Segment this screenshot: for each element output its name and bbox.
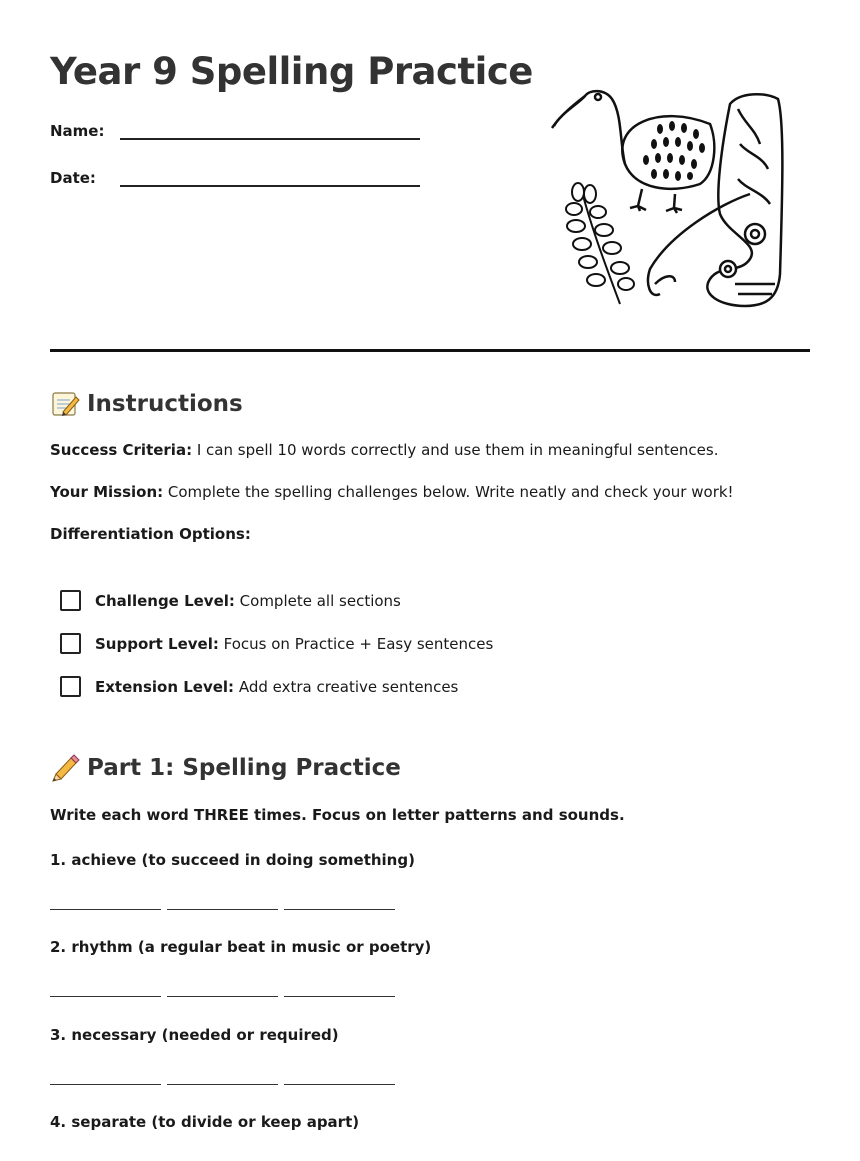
word-achieve-blanks <box>50 897 395 910</box>
word-rhythm: 2. rhythm (a regular beat in music or poetry) <box>50 938 432 956</box>
word-rhythm-blanks <box>50 984 395 997</box>
part1-heading <box>50 754 401 782</box>
date-input-line[interactable] <box>120 167 420 187</box>
success-criteria <box>50 441 719 459</box>
name-input-line[interactable] <box>120 120 420 140</box>
write-blank[interactable] <box>284 897 395 910</box>
extension-level-text: Add extra creative sentences <box>234 677 459 696</box>
word-achieve: 1. achieve (to succeed in doing something) <box>50 851 415 869</box>
word-necessary-blanks <box>50 1072 395 1085</box>
pencil-icon <box>50 754 80 782</box>
part1-heading-text: Part 1: Spelling Practice <box>87 755 401 781</box>
header-divider <box>50 349 810 352</box>
support-level-label: Support Level: <box>95 634 219 653</box>
write-blank[interactable] <box>50 984 161 997</box>
name-label: Name: <box>50 122 105 140</box>
date-label: Date: <box>50 169 96 187</box>
challenge-level-option[interactable] <box>60 590 401 611</box>
fern-icon <box>566 183 634 304</box>
write-blank[interactable] <box>284 984 395 997</box>
word-separate: 4. separate (to divide or keep apart) <box>50 1113 360 1131</box>
mission-label: Your Mission: <box>50 483 164 501</box>
write-blank[interactable] <box>167 984 278 997</box>
instructions-heading <box>50 390 243 418</box>
challenge-level-text: Complete all sections <box>234 591 401 610</box>
mission-text: Complete the spelling challenges below. Write neatly and check your work! <box>163 483 734 501</box>
mission <box>50 483 734 501</box>
write-blank[interactable] <box>167 1072 278 1085</box>
extension-level-checkbox[interactable] <box>60 676 81 697</box>
extension-level-option[interactable] <box>60 676 458 697</box>
differentiation-label: Differentiation Options: <box>50 525 251 543</box>
memo-icon <box>50 390 80 418</box>
extension-level-label: Extension Level: <box>95 677 235 696</box>
write-blank[interactable] <box>50 897 161 910</box>
name-field-row <box>50 120 420 140</box>
page-title: Year 9 Spelling Practice <box>50 50 533 93</box>
instructions-heading-text: Instructions <box>87 391 243 417</box>
kiwi-fern-carving-illustration <box>550 84 790 314</box>
support-level-checkbox[interactable] <box>60 633 81 654</box>
challenge-level-label: Challenge Level: <box>95 591 235 610</box>
success-criteria-label: Success Criteria: <box>50 441 193 459</box>
write-blank[interactable] <box>50 1072 161 1085</box>
word-necessary: 3. necessary (needed or required) <box>50 1026 339 1044</box>
support-level-option[interactable] <box>60 633 493 654</box>
part1-instruction: Write each word THREE times. Focus on letter patterns and sounds. <box>50 806 625 824</box>
write-blank[interactable] <box>284 1072 395 1085</box>
support-level-text: Focus on Practice + Easy sentences <box>218 634 494 653</box>
challenge-level-checkbox[interactable] <box>60 590 81 611</box>
date-field-row <box>50 167 420 187</box>
write-blank[interactable] <box>167 897 278 910</box>
success-criteria-text: I can spell 10 words correctly and use them in meaningful sentences. <box>192 441 719 459</box>
